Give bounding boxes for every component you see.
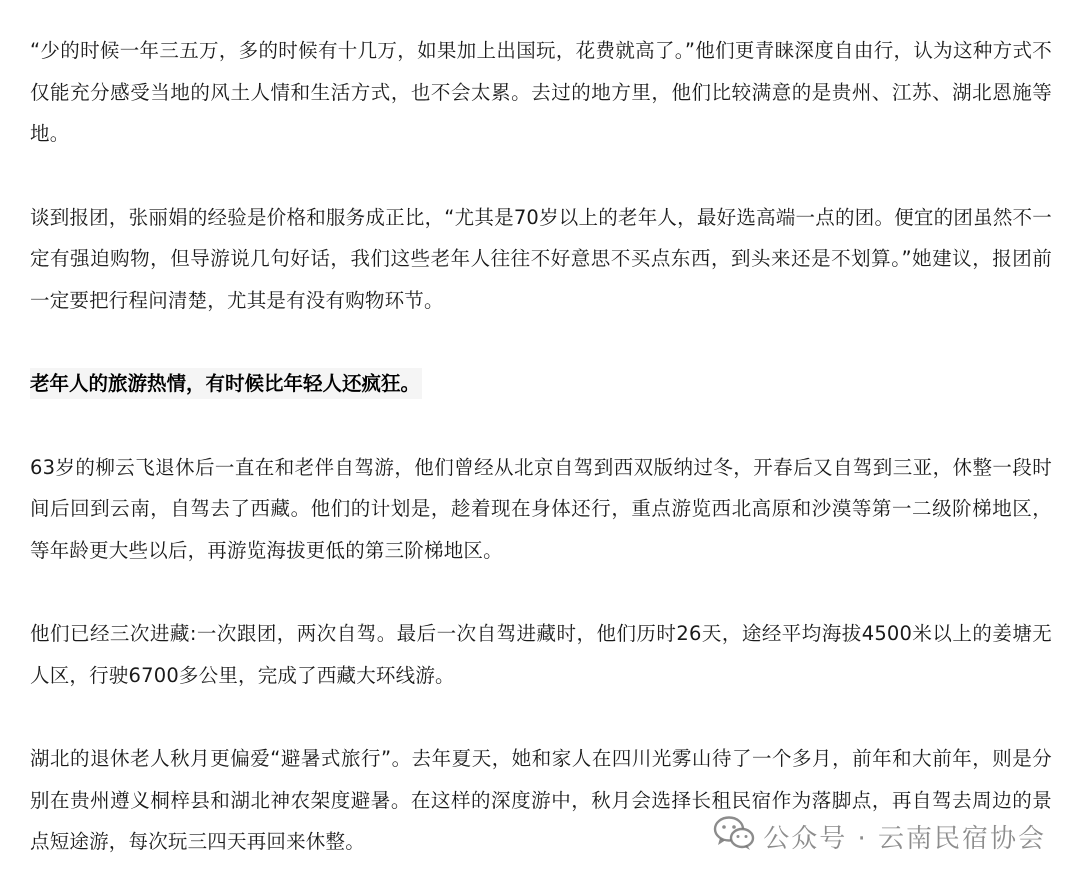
section-heading <box>30 363 1052 405</box>
paragraph-gap <box>30 321 1052 363</box>
section-heading-text: 老年人的旅游热情，有时候比年轻人还疯狂。 <box>30 368 422 399</box>
paragraph-2: 谈到报团，张丽娟的经验是价格和服务成正比，“尤其是70岁以上的老年人，最好选高端一点的团。便宜的团虽然不一定有强迫购物，但导游说几句好话，我们这些老年人往往不好意思不买点东西，到头来还是不划算。”她建议，报团前一定要把行程问清楚，尤其是有没有购物环节。 <box>30 205 1052 312</box>
watermark-text: 公众号 · 云南民宿协会 <box>763 824 1046 854</box>
wechat-icon <box>713 815 755 858</box>
article-body <box>30 30 1052 863</box>
paragraph-5: 湖北的退休老人秋月更偏爱“避暑式旅行”。去年夏天，她和家人在四川光雾山待了一个多月，前年和大前年，则是分别在贵州遵义桐梓县和湖北神农架度避暑。在这样的深度游中，秋月会选择长租民宿作为落脚点，再自驾去周边的景点短途游，每次玩三四天再回来休整。 <box>30 747 1052 853</box>
paragraph-3: 63岁的柳云飞退休后一直在和老伴自驾游，他们曾经从北京自驾到西双版纳过冬，开春后又自驾到三亚，休整一段时间后回到云南，自驾去了西藏。他们的计划是，趁着现在身体还行，重点游览西北高原和沙漠等第一二级阶梯地区，等年龄更大些以后，再游览海拔更低的第三阶梯地区。 <box>30 455 1052 562</box>
paragraph-4: 他们已经三次进藏:一次跟团，两次自驾。最后一次自驾进藏时，他们历时26天，途经平均海拔4500米以上的姜塘无人区，行驶6700多公里，完成了西藏大环线游。 <box>30 622 1052 687</box>
paragraph-gap <box>30 405 1052 447</box>
paragraph-1: “少的时候一年三五万，多的时候有十几万，如果加上出国玩，花费就高了。”他们更青睐深度自由行，认为这种方式不仅能充分感受当地的风土人情和生活方式，也不会太累。去过的地方里，他们比较满意的是贵州、江苏、湖北恩施等地。 <box>30 39 1052 145</box>
paragraph-gap <box>30 155 1052 197</box>
paragraph-gap <box>30 571 1052 613</box>
watermark <box>713 815 1046 858</box>
paragraph-gap <box>30 696 1052 738</box>
